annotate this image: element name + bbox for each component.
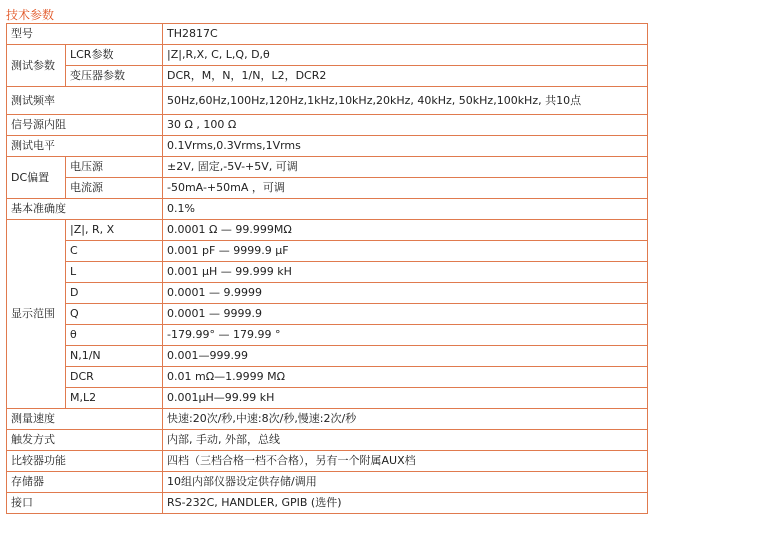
section-title: 技术参数 xyxy=(6,8,55,22)
display-range: 0.01 mΩ—1.9999 MΩ xyxy=(163,367,648,388)
row-label-source-r: 信号源内阻 xyxy=(7,115,163,136)
row-label-params: 测试参数 xyxy=(7,45,66,87)
table-row xyxy=(7,115,648,136)
table-row xyxy=(7,409,648,430)
display-param: |Z|, R, X xyxy=(66,220,163,241)
display-param: N,1/N xyxy=(66,346,163,367)
display-range: -179.99° — 179.99 ° xyxy=(163,325,648,346)
row-value-interface: RS-232C, HANDLER, GPIB (选件) xyxy=(163,493,648,514)
row-value-comparator: 四档（三档合格一档不合格），另有一个附属AUX档 xyxy=(163,451,648,472)
display-param: θ xyxy=(66,325,163,346)
table-row xyxy=(7,325,648,346)
sub-label-voltage: 电压源 xyxy=(66,157,163,178)
display-range: 0.001 μH — 99.999 kH xyxy=(163,262,648,283)
table-row xyxy=(7,346,648,367)
row-label-level: 测试电平 xyxy=(7,136,163,157)
row-label-accuracy: 基本准确度 xyxy=(7,199,163,220)
table-row xyxy=(7,87,648,115)
table-row xyxy=(7,262,648,283)
display-param: DCR xyxy=(66,367,163,388)
table-row xyxy=(7,157,648,178)
display-param: L xyxy=(66,262,163,283)
sub-label-transformer: 变压器参数 xyxy=(66,66,163,87)
display-range: 0.001—999.99 xyxy=(163,346,648,367)
table-row xyxy=(7,283,648,304)
row-value-speed: 快速:20次/秒,中速:8次/秒,慢速:2次/秒 xyxy=(163,409,648,430)
row-label-freq: 测试频率 xyxy=(7,87,163,115)
table-row xyxy=(7,241,648,262)
display-range: 0.0001 Ω — 99.999MΩ xyxy=(163,220,648,241)
table-row xyxy=(7,66,648,87)
table-row xyxy=(7,451,648,472)
row-label-dc-bias: DC偏置 xyxy=(7,157,66,199)
display-range: 0.001 pF — 9999.9 μF xyxy=(163,241,648,262)
display-param: Q xyxy=(66,304,163,325)
sub-label-lcr: LCR参数 xyxy=(66,45,163,66)
row-label-memory: 存储器 xyxy=(7,472,163,493)
display-range: 0.0001 — 9.9999 xyxy=(163,283,648,304)
table-row xyxy=(7,388,648,409)
display-param: D xyxy=(66,283,163,304)
row-value-trigger: 内部, 手动, 外部，总线 xyxy=(163,430,648,451)
row-value-current: -50mA-+50mA ，可调 xyxy=(163,178,648,199)
row-value-accuracy: 0.1% xyxy=(163,199,648,220)
table-row xyxy=(7,24,648,45)
table-row xyxy=(7,199,648,220)
spec-table xyxy=(6,23,648,514)
row-label-interface: 接口 xyxy=(7,493,163,514)
row-value-memory: 10组内部仪器设定供存储/调用 xyxy=(163,472,648,493)
row-value-lcr: |Z|,R,X, C, L,Q, D,θ xyxy=(163,45,648,66)
row-value-voltage: ±2V, 固定,-5V-+5V, 可调 xyxy=(163,157,648,178)
display-param: M,L2 xyxy=(66,388,163,409)
display-range: 0.001μH—99.99 kH xyxy=(163,388,648,409)
row-label-model: 型号 xyxy=(7,24,163,45)
table-row xyxy=(7,45,648,66)
table-row xyxy=(7,304,648,325)
table-row xyxy=(7,367,648,388)
sub-label-current: 电流源 xyxy=(66,178,163,199)
row-value-transformer: DCR，M，N，1/N，L2，DCR2 xyxy=(163,66,648,87)
row-label-speed: 测量速度 xyxy=(7,409,163,430)
table-row xyxy=(7,430,648,451)
display-param: C xyxy=(66,241,163,262)
row-value-level: 0.1Vrms,0.3Vrms,1Vrms xyxy=(163,136,648,157)
row-value-freq: 50Hz,60Hz,100Hz,120Hz,1kHz,10kHz,20kHz, 40kHz, 50kHz,100kHz, 共10点 xyxy=(163,87,648,115)
row-label-comparator: 比较器功能 xyxy=(7,451,163,472)
row-label-display: 显示范围 xyxy=(7,220,66,409)
display-range: 0.0001 — 9999.9 xyxy=(163,304,648,325)
row-label-trigger: 触发方式 xyxy=(7,430,163,451)
table-row xyxy=(7,136,648,157)
row-value-source-r: 30 Ω , 100 Ω xyxy=(163,115,648,136)
table-row xyxy=(7,178,648,199)
table-row xyxy=(7,220,648,241)
table-row xyxy=(7,493,648,514)
row-value-model: TH2817C xyxy=(163,24,648,45)
table-row xyxy=(7,472,648,493)
